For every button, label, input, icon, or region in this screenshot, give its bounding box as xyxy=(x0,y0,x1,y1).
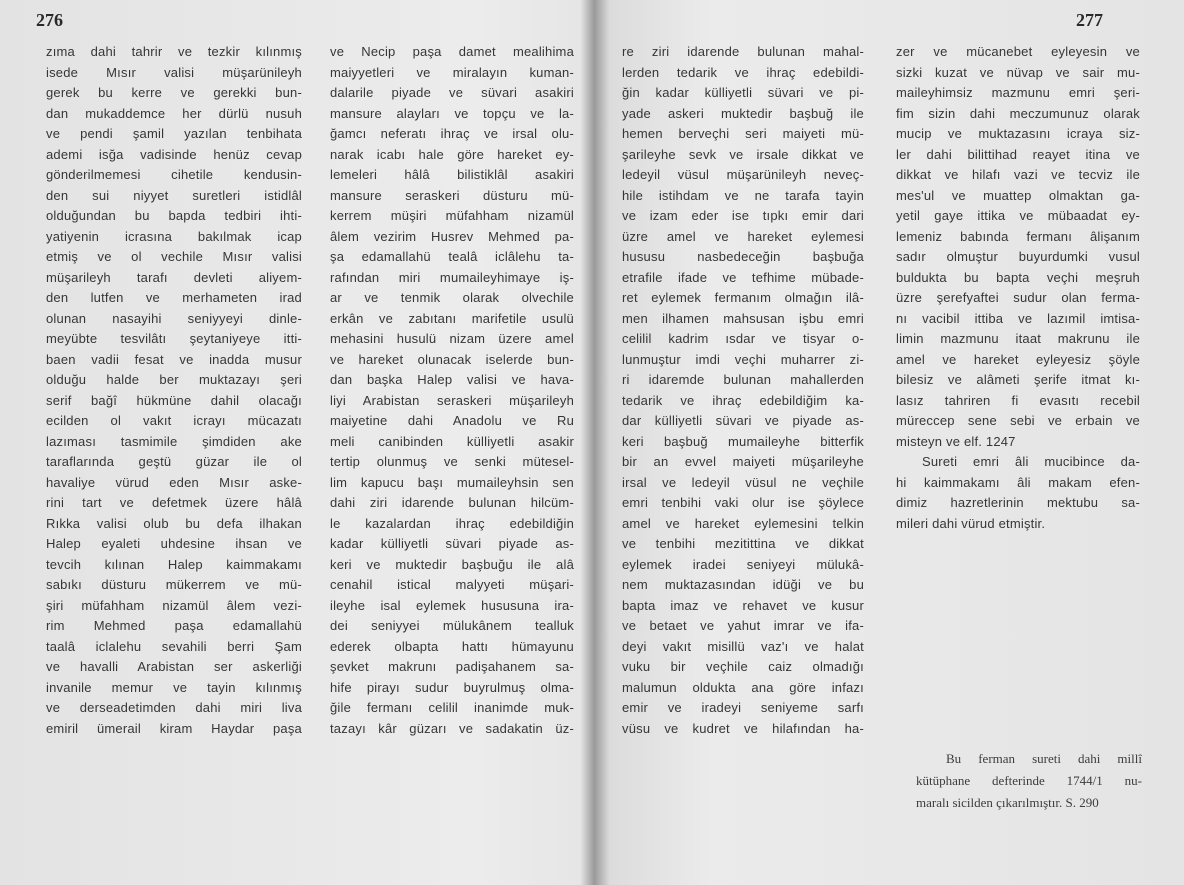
text-line: dahi ziri idarende bulunan hilcüm- xyxy=(330,495,574,510)
text-line: bapta imaz ve rehavet ve kusur xyxy=(622,597,864,613)
text-line: tertip olunmuş ve senki mütesel- xyxy=(330,454,574,469)
right-page xyxy=(592,0,1184,885)
text-line: ve tenbihi mezitittina ve dikkat xyxy=(622,536,864,551)
text-line: taraflarında geştü güzar ile ol xyxy=(46,454,302,469)
text-line: narak icabı hale göre hareket ey- xyxy=(330,146,574,162)
text-line: keri ve muktedir başbuğu ile alâ xyxy=(330,556,574,572)
text-line: fim sizin dahi meczumunuz olarak xyxy=(896,105,1140,121)
text-line: şevket makrunı padişahanem sa- xyxy=(330,659,574,674)
text-line: ğin kadar külliyetli süvari ve pi- xyxy=(622,85,864,100)
text-line: mansure seraskeri düsturu mü- xyxy=(330,187,574,203)
text-line: ecilden ol vakıt icrayı mücazatı xyxy=(46,413,302,428)
text-line: müşarileyh tarafı devleti aliyem- xyxy=(46,269,302,285)
text-line: ve izam eder ise tıpkı emir dari xyxy=(622,208,864,223)
text-line: meli canibinden külliyetli asakir xyxy=(330,433,574,449)
text-line: mehasini husulü nizam üzere amel xyxy=(330,331,574,346)
left-page-column-1 xyxy=(46,42,302,739)
text-line: ğamcı neferatı ihraç ve irsal olu- xyxy=(330,126,574,141)
text-line: etrafile ifade ve tefhime mübade- xyxy=(622,269,864,285)
text-line: rini tart ve defetmek üzere hâlâ xyxy=(46,495,302,510)
text-line: ğile fermanı celilil inanimde muk- xyxy=(330,700,574,715)
text-line: ri idaremde bulunan mahallerden xyxy=(622,372,864,387)
text-line: hemen berveçhi seri maiyeti mü- xyxy=(622,126,864,141)
text-line: dimiz hazretlerinin mektubu sa- xyxy=(896,495,1140,510)
text-line: mansure alayları ve topçu ve la- xyxy=(330,105,574,121)
text-line: ar ve tenmik olarak olvechile xyxy=(330,290,574,305)
right-page-column-1 xyxy=(622,42,864,739)
text-line: limin mazmunu itaat makrunu ile xyxy=(896,331,1140,346)
text-line: ve hareket olunacak iselerde bun- xyxy=(330,351,574,367)
text-line: baen vadii fesat ve inadda musur xyxy=(46,351,302,367)
text-line: zıma dahi tahrir ve tezkir kılınmış xyxy=(46,44,302,59)
text-line: malumun oldukta ana göre infazı xyxy=(622,679,864,695)
text-line: ve Necip paşa damet mealihima xyxy=(330,44,574,59)
text-line: mucip ve muktazasını icraya siz- xyxy=(896,126,1140,141)
left-page-column-2 xyxy=(330,42,574,739)
text-line: nem muktazasından idüği ve bu xyxy=(622,577,864,592)
text-line: emri tenbihi vaki olur ise şöylece xyxy=(622,495,864,510)
text-line: gönderilmemesi cihetile kendusin- xyxy=(46,167,302,182)
text-line: havaliye vürud eden Mısır aske- xyxy=(46,474,302,490)
text-line: meyübte tesvilâtı şeytaniyeye itti- xyxy=(46,331,302,346)
text-line: keri başbuğ mumaileyhe bitterfik xyxy=(622,433,864,449)
text-line: amel ve hareket eylemesini telkin xyxy=(622,515,864,531)
text-line: Rıkka valisi olub bu defa ilhakan xyxy=(46,515,302,531)
text-line: ederek olbapta hattı hümayunu xyxy=(330,638,574,654)
text-line: dar külliyetli süvari ve piyade as- xyxy=(622,413,864,428)
text-line: taalâ iclalehu sevahili berri Şam xyxy=(46,638,302,654)
text-line: ademi isğa vadisinde henüz cevap xyxy=(46,146,302,162)
footnote xyxy=(916,748,1142,814)
text-line: eylemek iradei seniyeyi mülukâ- xyxy=(622,556,864,572)
text-line: isede Mısır valisi müşarünileyh xyxy=(46,64,302,80)
text-line: lim kapucu başı mumaileyhsin sen xyxy=(330,474,574,490)
text-line: sabıkı düsturu mükerrem ve mü- xyxy=(46,577,302,592)
text-line: yatiyenin icrasına bakılmak icap xyxy=(46,228,302,244)
text-line: lemeleri hâlâ bilistiklâl asakiri xyxy=(330,167,574,182)
text-line: le kazalardan ihraç edebildiğin xyxy=(330,515,574,531)
text-line: invanile memur ve tayin kılınmış xyxy=(46,679,302,695)
text-line: rafından miri mumaileyhimaye iş- xyxy=(330,269,574,285)
text-line: tazayı kâr güzarı ve sadakatin üz- xyxy=(330,720,574,736)
text-line: amel ve hareket eyleyesiz şöyle xyxy=(896,351,1140,367)
text-line: bilesiz ve alâmeti şerife itmat kı- xyxy=(896,372,1140,387)
text-line: men ilhamen mahsusan işbu emri xyxy=(622,310,864,326)
text-line: tedarik ve ihraç edebildiğim ka- xyxy=(622,392,864,408)
text-line: dan başka Halep valisi ve hava- xyxy=(330,372,574,387)
text-line: maiyetine dahi Anadolu ve Ru xyxy=(330,413,574,428)
text-line: etmiş ve ol vechile Mısır valisi xyxy=(46,249,302,264)
text-line: kerrem müşiri müfahham nizamül xyxy=(330,208,574,223)
text-line: sadır olmuştur buyurdumki vusul xyxy=(896,249,1140,264)
text-line: hususu nasbedeceğin başbuğa xyxy=(622,249,864,264)
text-line: vuku bir veçhile caiz olmadığı xyxy=(622,659,864,674)
text-line: üzre amel ve hareket eylemesi xyxy=(622,228,864,244)
text-line: emir ve iradeyi seniyeme sarfı xyxy=(622,700,864,715)
text-line: âlem vezirim Husrev Mehmed pa- xyxy=(330,228,574,244)
text-line: ve derseadetimden dahi miri liva xyxy=(46,700,302,715)
text-line: ret eylemek fermanım olmağın ilâ- xyxy=(622,290,864,305)
text-line: müreccep sene sebi ve erbain ve xyxy=(896,413,1140,428)
text-line: lerden tedarik ve ihraç edebildi- xyxy=(622,64,864,80)
text-line: lemeniz babında fermanı âlişanım xyxy=(896,228,1140,244)
text-line: hi kaimmakamı âli makam efen- xyxy=(896,474,1140,490)
text-line: den sui niyyet suretleri istidlâl xyxy=(46,187,302,203)
text-line: rim Mehmed paşa edamallahü xyxy=(46,618,302,633)
page-number-right: 277 xyxy=(1076,10,1103,30)
right-page-column-2 xyxy=(896,42,1140,534)
text-line: erkân ve zabıtanı marifetile usulü xyxy=(330,310,574,326)
text-line: emiril ümerail kiram Haydar paşa xyxy=(46,720,302,736)
text-line: Sureti emri âli mucibince da- xyxy=(922,454,1140,469)
text-line: şarileyhe sevk ve irsale dikkat ve xyxy=(622,146,864,162)
text-line: şa edamallahü tealâ iclâlehu ta- xyxy=(330,249,574,264)
text-line: liyi Arabistan seraskeri müşarileyh xyxy=(330,392,574,408)
text-line: lunmuştur imdi veçhi muharrer zi- xyxy=(622,351,864,367)
text-line: zer ve mücanebet eyleyesin ve xyxy=(896,44,1140,59)
text-line: ve pendi şamil yazılan tenbihata xyxy=(46,126,302,141)
text-line: dei seniyyei mülukânem tealluk xyxy=(330,618,574,633)
text-line: olunan nasayihi seniyyeyi dinle- xyxy=(46,310,302,326)
text-line: dikkat ve hilafı vazi ve tecviz ile xyxy=(896,167,1140,182)
text-line: mileri dahi vürud etmiştir. xyxy=(896,515,1046,531)
text-line: vüsu ve kudret ve hilafından ha- xyxy=(622,720,864,736)
text-line: lasız tahriren fi evasıtı recebil xyxy=(896,392,1140,408)
page-number-left: 276 xyxy=(36,10,63,30)
text-line: ledeyil vüsul müşarünileyh neveç- xyxy=(622,167,864,182)
text-line: maileyhimsiz mazmunu emri şeri- xyxy=(896,85,1140,100)
text-line: sizki kuzat ve nüvap ve sair mu- xyxy=(896,64,1140,80)
text-line: kadar külliyetli süvari piyade as- xyxy=(330,536,574,551)
text-line: hile istihdam ve ne tarafa tayin xyxy=(622,187,864,203)
text-line: celilil kadrim ısdar ve tisyar o- xyxy=(622,331,864,346)
text-line: ler dahi bilittihad reayet itina ve xyxy=(896,146,1140,162)
text-line: irsal ve ledeyil vüsul ne veçhile xyxy=(622,474,864,490)
text-line: olduğundan bu bapda tedbiri ihti- xyxy=(46,208,302,223)
text-line: maralı sicilden çıkarılmıştır. S. 290 xyxy=(916,795,1099,810)
text-line: deyi vakıt misillü vaz'ı ve halat xyxy=(622,638,864,654)
text-line: lazıması tasmimile şimdiden ake xyxy=(46,433,302,449)
text-line: üzre şerefyaftei sudur olan ferma- xyxy=(896,290,1140,305)
text-line: ileyhe isal eylemek hususuna ira- xyxy=(330,597,574,613)
text-line: hife pirayı sudur buyrulmuş olma- xyxy=(330,679,574,695)
text-line: gerek bu kerre ve gerekki bun- xyxy=(46,85,302,100)
text-line: ve betaet ve yahut imrar ve ifa- xyxy=(622,618,864,633)
text-line: cenahil istical malyyeti müşari- xyxy=(330,577,574,592)
text-line: kütüphane defterinde 1744/1 nu- xyxy=(916,773,1142,788)
text-line: misteyn ve elf. 1247 xyxy=(896,433,1016,449)
text-line: buldukta bu bapta veçhi meşruh xyxy=(896,269,1140,285)
text-line: den lutfen ve merhameten irad xyxy=(46,290,302,305)
text-line: ve havalli Arabistan ser askerliği xyxy=(46,659,302,674)
text-line: şiri müfahham nizamül âlem vezi- xyxy=(46,597,302,613)
text-line: mes'ul ve muattep olmaktan ga- xyxy=(896,187,1140,203)
text-line: maiyyetleri ve miralayın kuman- xyxy=(330,64,574,80)
text-line: yade askeri muktedir başbuğ ile xyxy=(622,105,864,121)
text-line: tevcih kılınan Halep kaimmakamı xyxy=(46,556,302,572)
text-line: nı vacibil ittiba ve lazımil imtisa- xyxy=(896,310,1140,326)
text-line: re ziri idarende bulunan mahal- xyxy=(622,44,864,59)
text-line: dalarile piyade ve süvari asakiri xyxy=(330,85,574,100)
text-line: serif bağî hükmüne dahil olacağı xyxy=(46,392,302,408)
text-line: dan mukaddemce her dürlü nusuh xyxy=(46,105,302,121)
text-line: bir an evvel maiyeti müşarileyhe xyxy=(622,454,864,469)
text-line: yetil gaye ittika ve mübaadat ey- xyxy=(896,208,1140,223)
text-line: Bu ferman sureti dahi millî xyxy=(946,751,1142,766)
text-line: Halep eyaleti uhdesine ihsan ve xyxy=(46,536,302,551)
text-line: olduğu halde ber muktazayı şeri xyxy=(46,372,302,387)
